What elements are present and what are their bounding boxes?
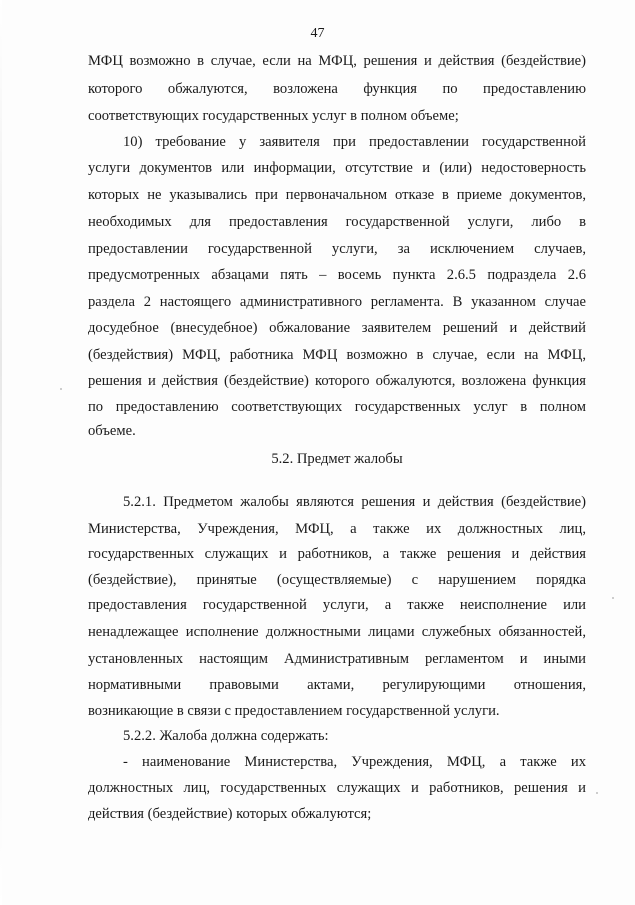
scan-speck [60,388,62,390]
text-line: предоставления государственной услуги, а также неисполнение или [88,597,586,613]
text-line: государственных служащих и работников, а также решения и действия [88,546,586,562]
text-line: которых не указывались при первоначальном отказе в приеме документов, [88,187,586,203]
text-line: должностных лиц, государственных служащих и работников, решения и [88,780,586,796]
scan-edge [0,0,2,905]
text-line: 10) требование у заявителя при предоставлении государственной [123,134,586,150]
text-line: решения и действия (бездействие) которого обжалуются, возложена функция [88,373,586,389]
text-line: услуги документов или информации, отсутствие и (или) недостоверность [88,160,586,176]
text-line: предусмотренных абзацами пять – восемь пункта 2.6.5 подраздела 2.6 [88,267,586,283]
section-heading: 5.2. Предмет жалобы [271,451,403,467]
text-line: установленных настоящим Административным регламентом и иными [88,651,586,667]
text-line: необходимых для предоставления государственной услуги, либо в [88,214,586,230]
text-line: Министерства, Учреждения, МФЦ, а также их должностных лиц, [88,521,586,537]
text-line: по предоставлению соответствующих государственных услуг в полном [88,399,586,415]
text-line: (бездействия) МФЦ, работника МФЦ возможно в случае, если на МФЦ, [88,347,586,363]
text-line: раздела 2 настоящего административного регламента. В указанном случае [88,294,586,310]
text-line: ненадлежащее исполнение должностными лицами служебных обязанностей, [88,624,586,640]
text-line: возникающие в связи с предоставлением государственной услуги. [88,703,500,719]
text-line: объеме. [88,423,136,439]
text-line: досудебное (внесудебное) обжалование заявителем решений и действий [88,320,586,336]
text-line: соответствующих государственных услуг в полном объеме; [88,108,459,124]
text-line: - наименование Министерства, Учреждения, МФЦ, а также их [123,754,586,770]
text-line: нормативными правовыми актами, регулирующими отношения, [88,677,586,693]
text-line: которого обжалуются, возложена функция по предоставлению [88,81,586,97]
text-line: МФЦ возможно в случае, если на МФЦ, решения и действия (бездействие) [88,53,586,69]
text-line: действия (бездействие) которых обжалуются; [88,806,372,822]
scan-speck [596,792,598,794]
page-number: 47 [310,26,325,41]
text-line: (бездействие), принятые (осуществляемые) с нарушением порядка [88,572,586,588]
scan-speck [612,597,614,599]
text-line: 5.2.2. Жалоба должна содержать: [123,728,329,744]
text-line: 5.2.1. Предметом жалобы являются решения и действия (бездействие) [123,494,586,510]
text-line: предоставлении государственной услуги, за исключением случаев, [88,241,586,257]
